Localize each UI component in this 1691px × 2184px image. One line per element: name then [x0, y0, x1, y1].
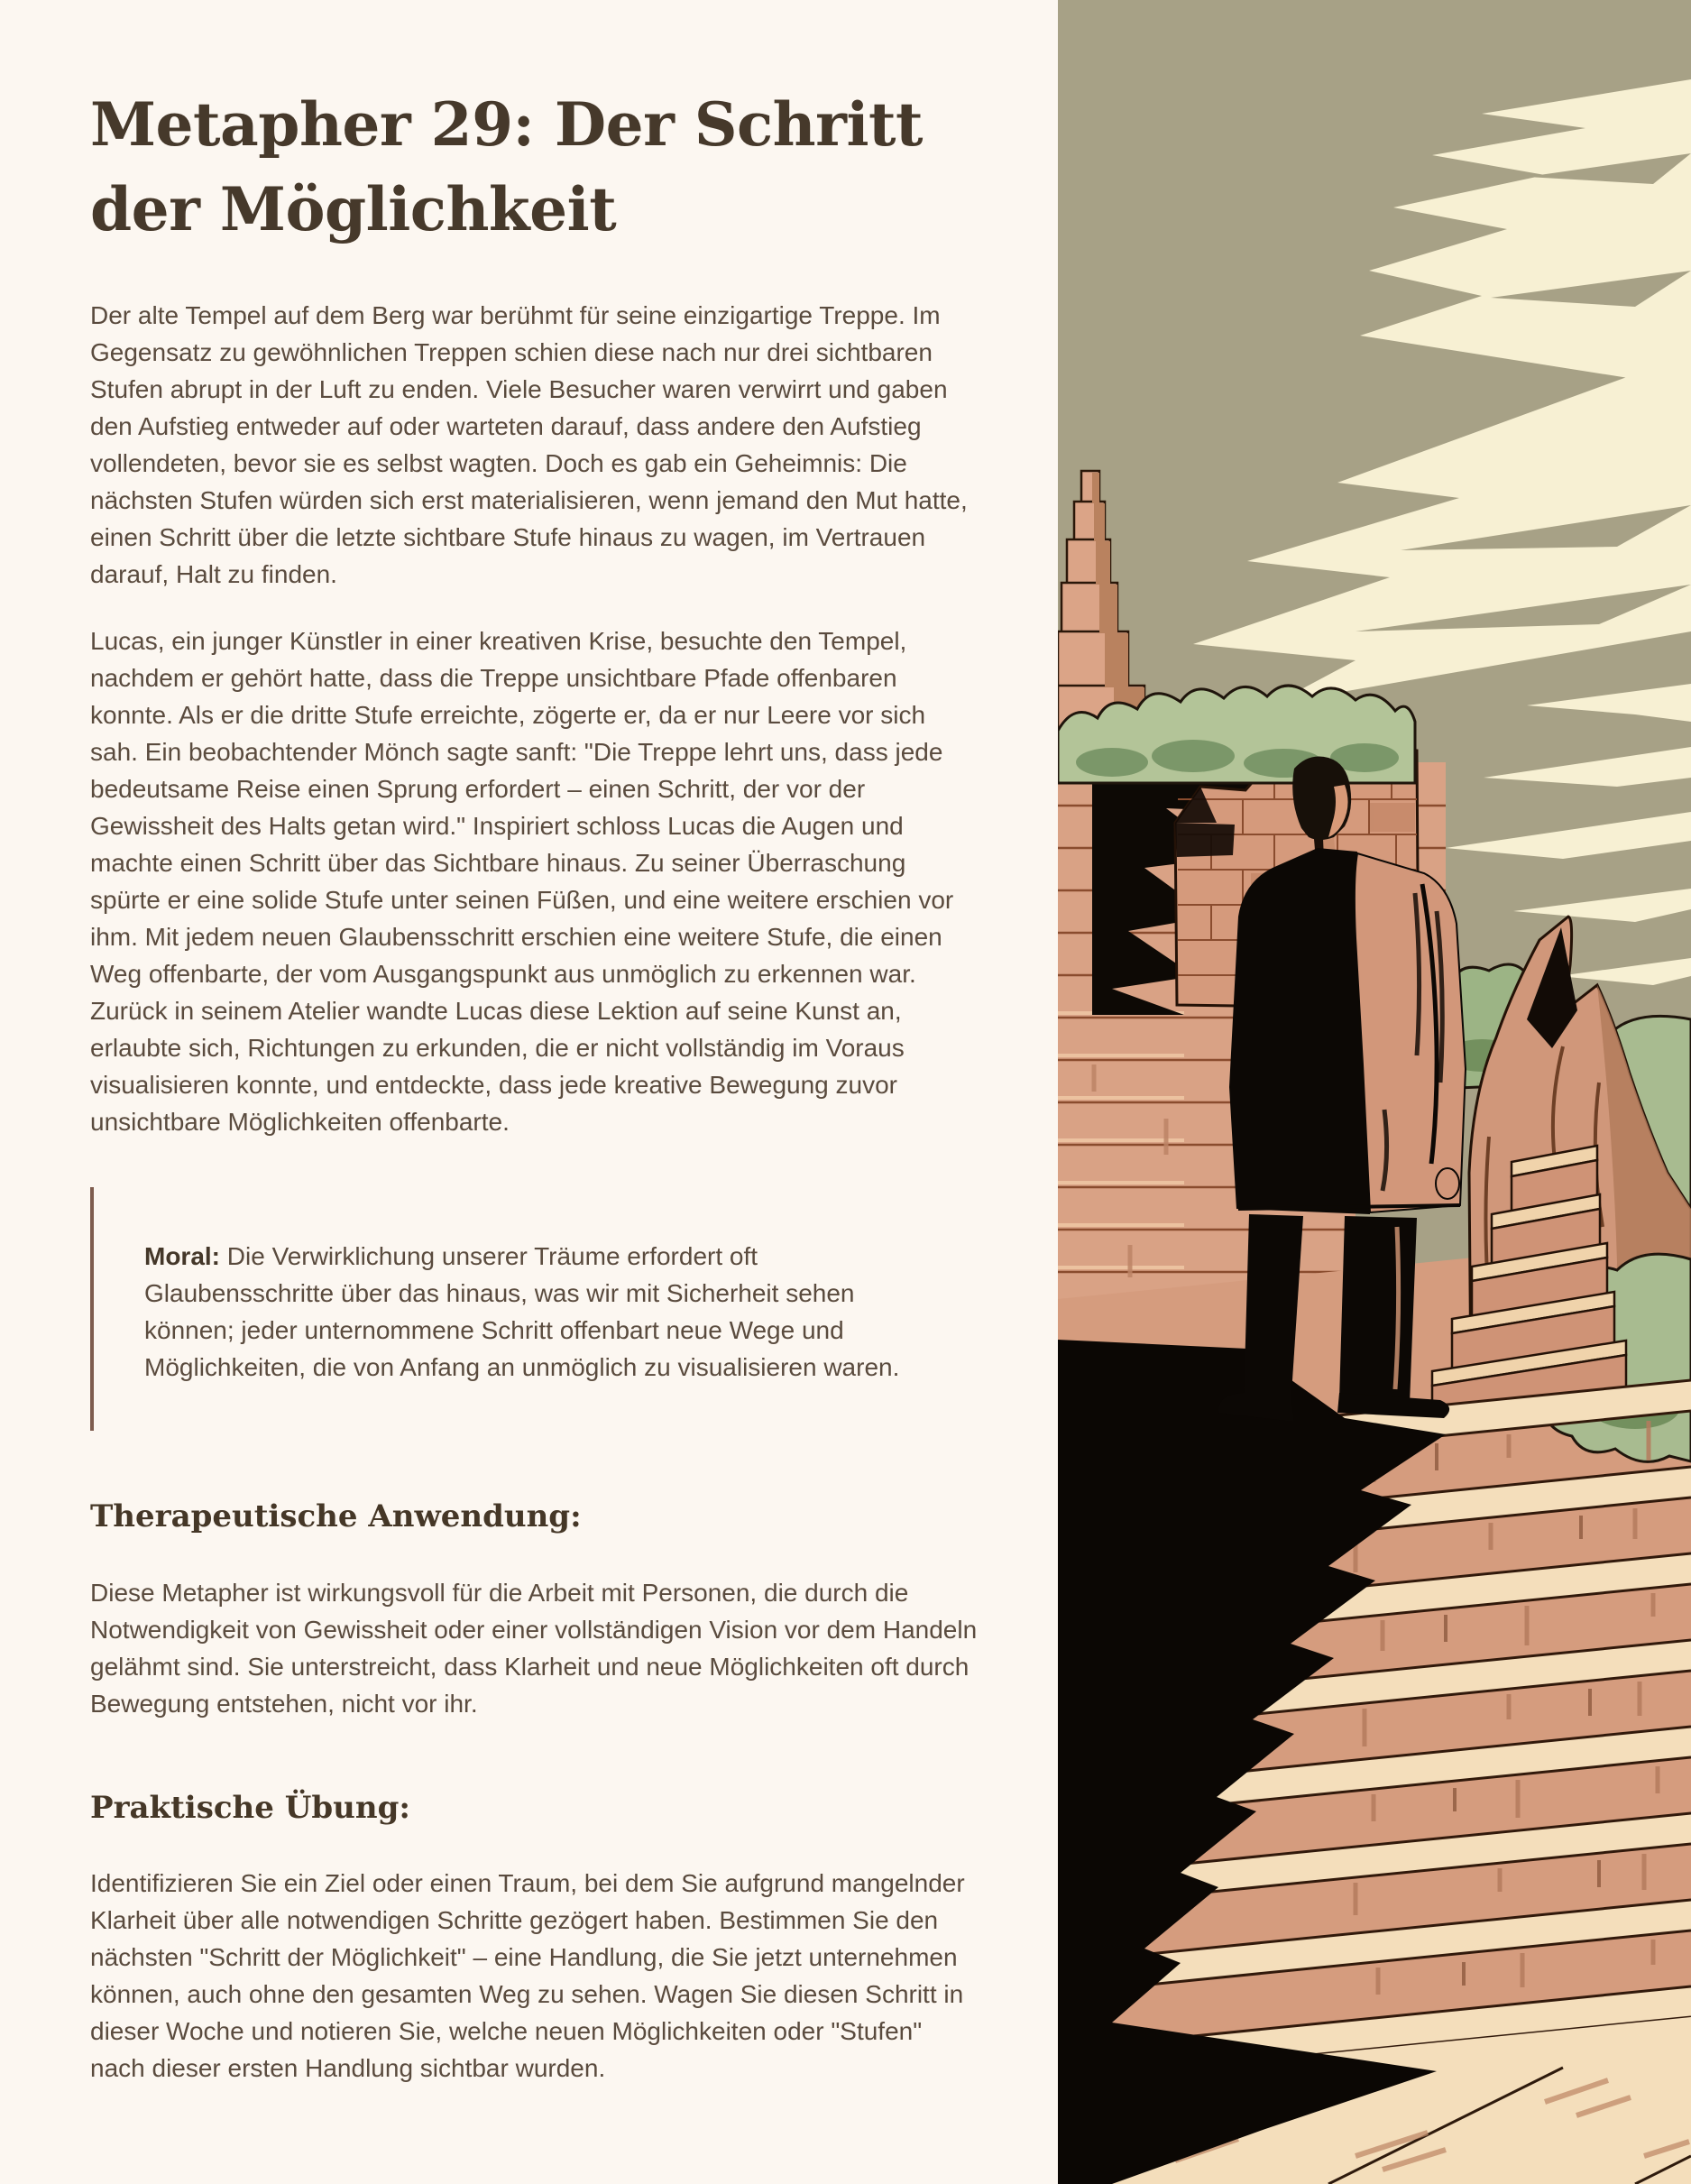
section-body-therapeutic: Diese Metapher ist wirkungsvoll für die Arbeit mit Personen, die durch die Notwendigkeit von Gewissheit oder einer vollständigen Vision vor dem Handeln gelähmt sind. Sie unterstreicht, dass Klarheit und neue Möglichkeiten oft durch Bewegung entstehen, nicht vor ihr. — [90, 1578, 978, 1718]
stairway-illustration — [1058, 0, 1691, 2184]
moral-blockquote — [90, 1187, 979, 1431]
section-body-practice: Identifizieren Sie ein Ziel oder einen Traum, bei dem Sie aufgrund mangelnder Klarheit über alle notwendigen Schritte gezögert haben. Bestimmen Sie den nächsten "Schritt der Möglichkeit" – eine Handlung, die Sie jetzt unternehmen können, auch ohne den gesamten Weg zu sehen. Wagen Sie diesen Schritt in dieser Woche und notieren Sie, welche neuen Möglichkeiten oder "Stufen" nach dieser ersten Handlung sichtbar wurden. — [90, 1869, 965, 2083]
page-title: Metapher 29: Der Schritt der Möglichkeit — [90, 89, 923, 244]
moral-paragraph — [144, 1238, 942, 1386]
article-column — [90, 83, 979, 2116]
moral-label: Moral: — [144, 1242, 220, 1271]
moral-text: Die Verwirklichung unserer Träume erfordert oft Glaubensschritte über das hinaus, was wir mit Sicherheit sehen können; jeder unternommene Schritt offenbart neue Wege und Möglichkeiten, die von Anfang an unmöglich zu visualisieren waren. — [144, 1242, 900, 1382]
section-heading-practice: Praktische Übung: — [90, 1789, 410, 1826]
intro-paragraph-2: Lucas, ein junger Künstler in einer kreativen Krise, besuchte den Tempel, nachdem er gehört hatte, dass die Treppe unsichtbare Pfade offenbaren konnte. Als er die dritte Stufe erreichte, zögerte er, da er nur Leere vor sich sah. Ein beobachtender Mönch sagte sanft: "Die Treppe lehrt uns, dass jede bedeutsame Reise einen Sprung erfordert – einen Schritt, der vor der Gewissheit des Halts getan wird." Inspiriert schloss Lucas die Augen und machte einen Schritt über das Sichtbare hinaus. Zu seiner Überraschung spürte er eine solide Stufe unter seinen Füßen, und eine weitere erschien vor ihm. Mit jedem neuen Glaubensschritt erschien eine weitere Stufe, die einen Weg offenbarte, der vom Ausgangspunkt aus unmöglich zu erkennen war. Zurück in seinem Atelier wandte Lucas diese Lektion auf seine Kunst an, erlaubte sich, Richtungen zu erkunden, die er nicht vollständig im Voraus visualisieren konnte, und entdeckte, dass jede kreative Bewegung zuvor unsichtbare Möglichkeiten offenbarte. — [90, 627, 954, 1137]
intro-paragraph-1: Der alte Tempel auf dem Berg war berühmt für seine einzigartige Treppe. Im Gegensatz zu gewöhnlichen Treppen schien diese nach nur drei sichtbaren Stufen abrupt in der Luft zu enden. Viele Besucher waren verwirrt und gaben den Aufstieg entweder auf oder warteten darauf, dass andere den Aufstieg vollendeten, bevor sie es selbst wagten. Doch es gab ein Geheimnis: Die nächsten Stufen würden sich erst materialisieren, wenn jemand den Mut hatte, einen Schritt über die letzte sichtbare Stufe hinaus zu wagen, im Vertrauen darauf, Halt zu finden. — [90, 301, 968, 589]
section-heading-therapeutic: Therapeutische Anwendung: — [90, 1498, 582, 1535]
stairway-illustration-svg — [1058, 0, 1691, 2184]
